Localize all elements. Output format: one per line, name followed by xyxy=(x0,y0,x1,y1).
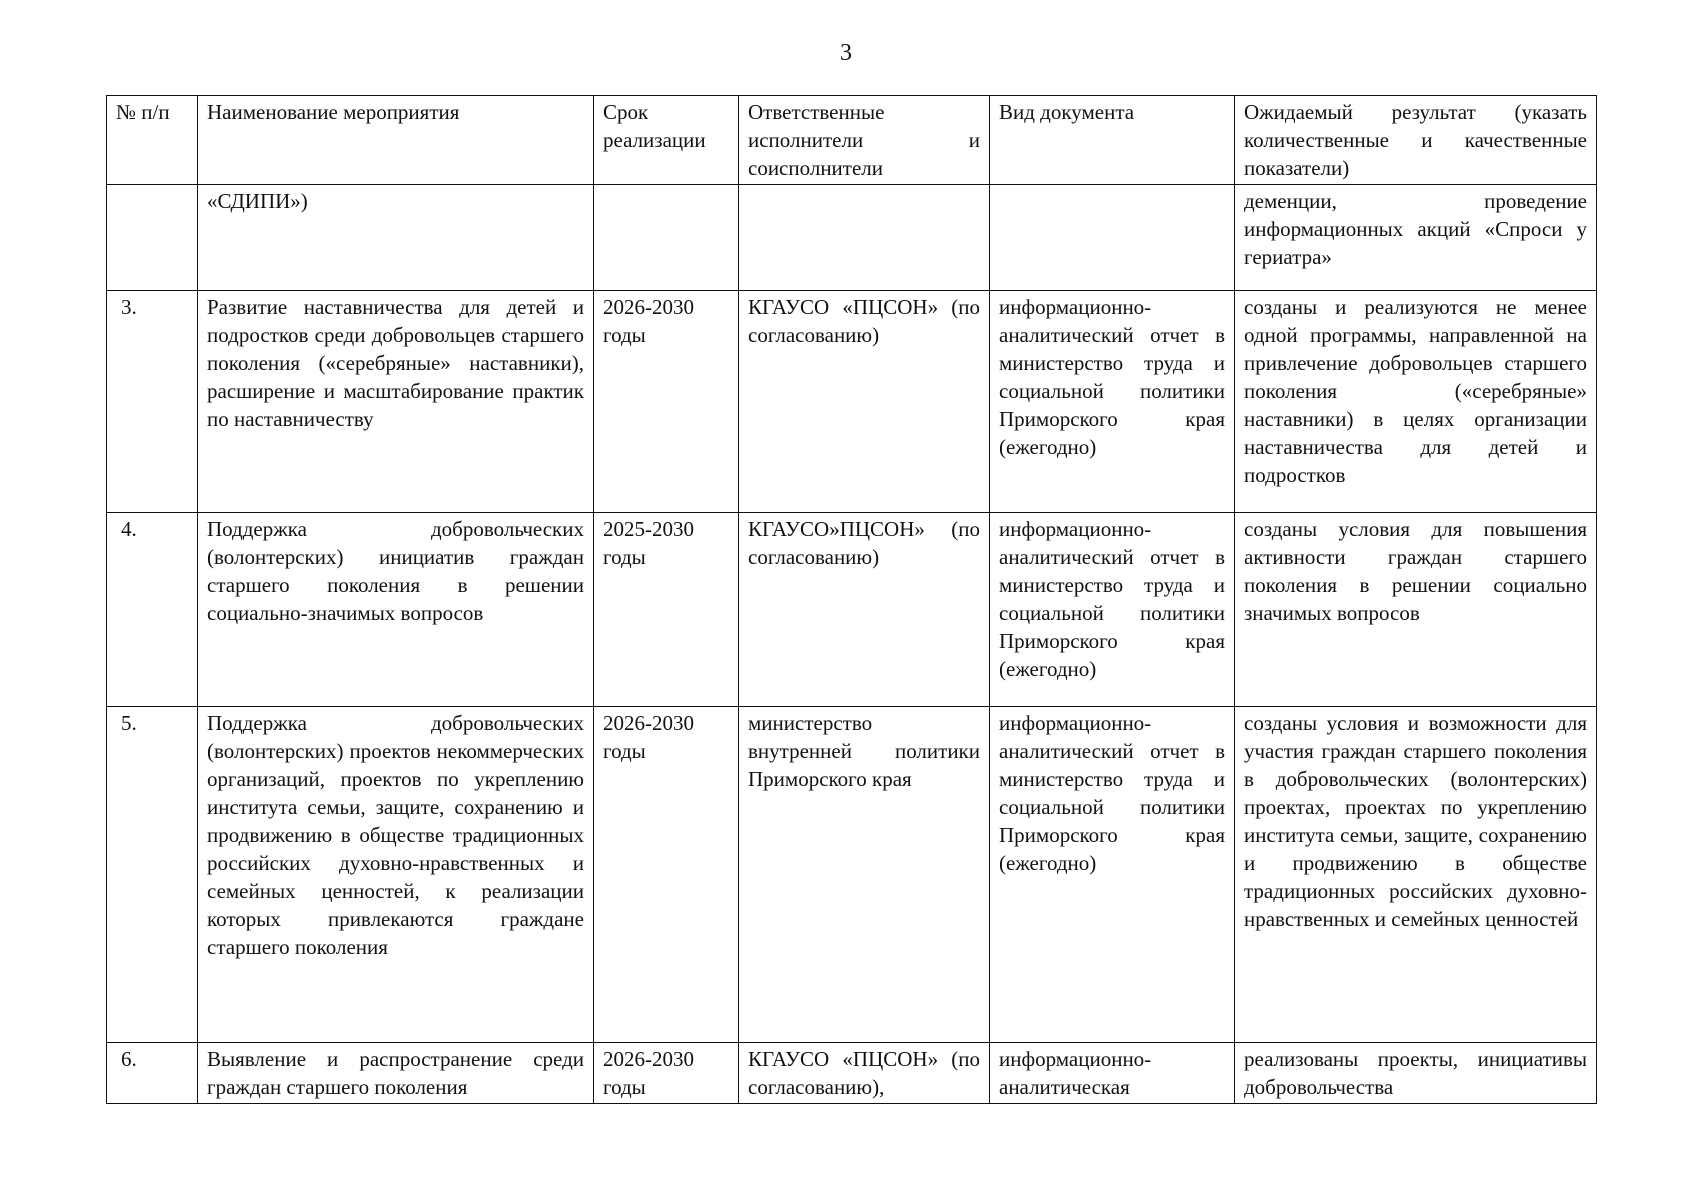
table-row xyxy=(107,185,1597,291)
table-header-row xyxy=(107,96,1597,185)
page-number: 3 xyxy=(840,40,852,66)
action-plan-table xyxy=(106,95,1597,1104)
row-number: 4. xyxy=(107,513,198,707)
row-term xyxy=(594,185,739,291)
row-responsible xyxy=(739,185,990,291)
row-responsible: министерство внутренней политики Приморского края xyxy=(739,707,990,1043)
row-expected-result: деменции, проведение информационных акций «Спроси у гериатра» xyxy=(1235,185,1597,291)
row-expected-result: реализованы проекты, инициативы добровольчества xyxy=(1235,1043,1597,1104)
row-expected-result: созданы условия и возможности для участия граждан старшего поколения в добровольческих (волонтерских) проектах, проектах по укреплению института семьи, защите, сохранению и продвижению в обществе традиционных российских духовно-нравственных и семейных ценностей xyxy=(1235,707,1597,1043)
row-document-type: информационно-аналитический отчет в министерство труда и социальной политики Приморского края (ежегодно) xyxy=(990,513,1235,707)
row-responsible: КГАУСО «ПЦСОН» (по согласованию) xyxy=(739,291,990,513)
row-event-name: Выявление и распространение среди граждан старшего поколения xyxy=(198,1043,594,1104)
table-row xyxy=(107,1043,1597,1104)
row-event-name: «СДИПИ») xyxy=(198,185,594,291)
row-document-type: информационно-аналитическая xyxy=(990,1043,1235,1104)
header-event-name: Наименование мероприятия xyxy=(198,96,594,185)
row-responsible: КГАУСО «ПЦСОН» (по согласованию), xyxy=(739,1043,990,1104)
row-number: 5. xyxy=(107,707,198,1043)
header-expected-result: Ожидаемый результат (указать количественные и качественные показатели) xyxy=(1235,96,1597,185)
table-row xyxy=(107,291,1597,513)
header-number: № п/п xyxy=(107,96,198,185)
row-document-type: информационно-аналитический отчет в министерство труда и социальной политики Приморского края (ежегодно) xyxy=(990,291,1235,513)
row-event-name: Поддержка добровольческих (волонтерских) проектов некоммерческих организаций, проектов по укреплению института семьи, защите, сохранению и продвижению в обществе традиционных российских духовно-нравственных и семейных ценностей, к реализации которых привлекаются граждане старшего поколения xyxy=(198,707,594,1043)
row-expected-result: созданы условия для повышения активности граждан старшего поколения в решении социально значимых вопросов xyxy=(1235,513,1597,707)
table-row xyxy=(107,513,1597,707)
row-term: 2025-2030 годы xyxy=(594,513,739,707)
header-term: Срок реализации xyxy=(594,96,739,185)
row-term: 2026-2030 годы xyxy=(594,1043,739,1104)
header-document-type: Вид документа xyxy=(990,96,1235,185)
row-document-type: информационно-аналитический отчет в министерство труда и социальной политики Приморского края (ежегодно) xyxy=(990,707,1235,1043)
row-number xyxy=(107,185,198,291)
row-number: 6. xyxy=(107,1043,198,1104)
row-event-name: Развитие наставничества для детей и подростков среди добровольцев старшего поколения («серебряные» наставники), расширение и масштабирование практик по наставничеству xyxy=(198,291,594,513)
row-responsible: КГАУСО»ПЦСОН» (по согласованию) xyxy=(739,513,990,707)
row-document-type xyxy=(990,185,1235,291)
row-event-name: Поддержка добровольческих (волонтерских) инициатив граждан старшего поколения в решении социально-значимых вопросов xyxy=(198,513,594,707)
row-term: 2026-2030 годы xyxy=(594,707,739,1043)
row-expected-result: созданы и реализуются не менее одной программы, направленной на привлечение добровольцев старшего поколения («серебряные» наставники) в целях организации наставничества для детей и подростков xyxy=(1235,291,1597,513)
table-row xyxy=(107,707,1597,1043)
row-number: 3. xyxy=(107,291,198,513)
row-term: 2026-2030 годы xyxy=(594,291,739,513)
header-responsible: Ответственные исполнители и соисполнители xyxy=(739,96,990,185)
